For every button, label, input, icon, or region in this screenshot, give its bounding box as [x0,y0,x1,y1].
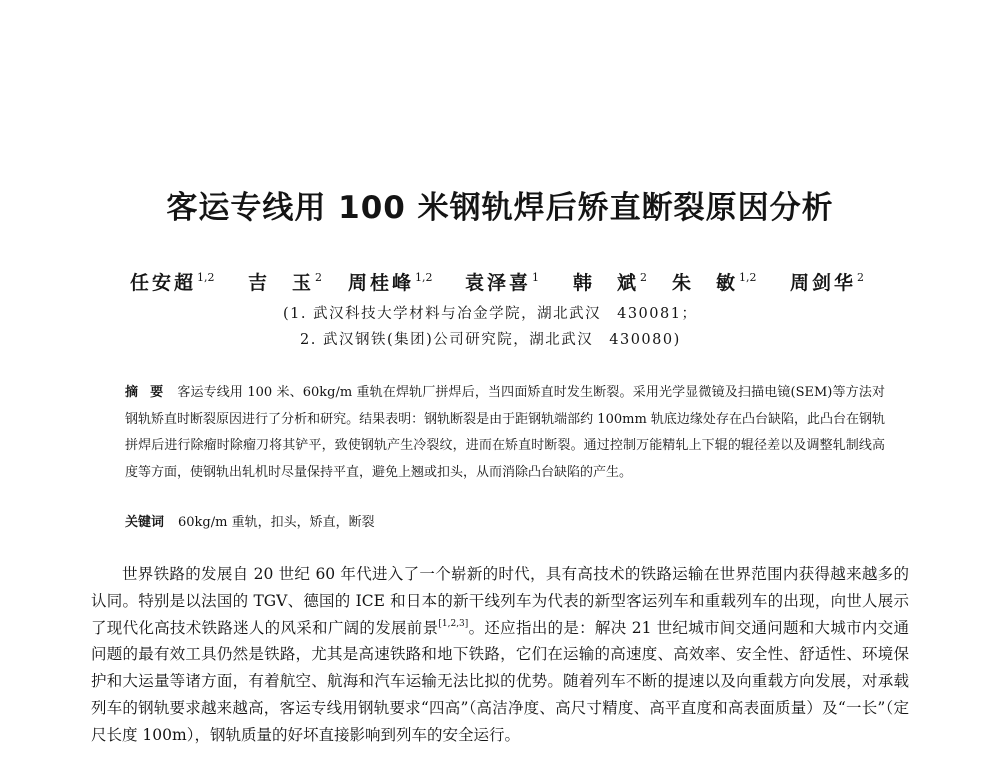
author [573,268,647,295]
abstract-label: 摘要 [125,385,176,400]
author [465,268,539,295]
author-affiliation-mark: 2 [315,271,323,284]
keywords-label: 关键词 [125,515,165,530]
author-affiliation-mark: 1,2 [739,271,757,284]
author-name: 朱 敏 [672,272,739,294]
paper-title: 客运专线用 100 米钢轨焊后矫直断裂原因分析 [166,190,834,226]
author-name: 周剑华 [790,272,857,294]
author-name: 韩 斌 [573,272,640,294]
author-name: 袁泽喜 [465,272,532,294]
body-text-part: 世界铁路的发展自 20 世纪 60 年代进入了一个崭新的时代，具有高技术的铁路运输在世界范围内获得越来越多的认同。特别是以法国的 TGV、德国的 ICE 和日本的新干线列车为代表的新型客运列车和重载列车的出现，向世人展示了现代化高技术铁路迷人的风采和广阔的发展前景 [91,565,909,637]
citation-reference: [1,2,3] [438,618,469,629]
author [348,268,433,295]
author-affiliation-mark: 1 [532,271,540,284]
author [248,268,322,295]
body-paragraph [91,561,909,749]
author-affiliation-mark: 1,2 [197,271,215,284]
body-text-part: 。还应指出的是：解决 21 世纪城市间交通问题和大城市内交通问题的最有效工具仍然是铁路，尤其是高速铁路和地下铁路，它们在运输的高速度、高效率、安全性、舒适性、环境保护和大运量等诸方面，有着航空、航海和汽车运输无法比拟的优势。随着列车不断的提速以及向重载方向发展，对承载列车的钢轨要求越来越高，客运专线用钢轨要求“四高”（高洁净度、高尺寸精度、高平直度和高表面质量）及“一长”（定尺长度 100m），钢轨质量的好坏直接影响到列车的安全运行。 [91,618,909,744]
keywords-text: 60kg/m 重轨，扣头，矫直，断裂 [178,515,375,530]
author-name: 周桂峰 [348,272,415,294]
author-affiliation-mark: 2 [640,271,648,284]
author [130,268,215,295]
affiliation-text: (1. 武汉科技大学材料与冶金学院，湖北武汉 430081； [283,306,698,322]
author [672,268,757,295]
keywords [125,510,375,536]
author [790,268,864,295]
author-name: 任安超 [130,272,197,294]
author-affiliation-mark: 1,2 [415,271,433,284]
affiliation-text: 2. 武汉钢铁(集团)公司研究院，湖北武汉 430080) [300,332,681,348]
author-list [130,268,890,298]
author-affiliation-mark: 2 [857,271,865,284]
abstract [125,380,885,486]
abstract-text: 客运专线用 100 米、60kg/m 重轨在焊轨厂拼焊后，当四面矫直时发生断裂。采用光学显微镜及扫描电镜(SEM)等方法对钢轨矫直时断裂原因进行了分析和研究。结果表明：钢轨断裂是由于距钢轨端部约 100mm 轨底边缘处存在凸台缺陷，此凸台在钢轨拼焊后进行除瘤时除瘤刀将其铲平，致使钢轨产生冷裂纹，进而在矫直时断裂。通过控制万能精轧上下辊的辊径差以及调整轧制线高度等方面，使钢轨出轧机时尽量保持平直，避免上翘或扣头，从而消除凸台缺陷的产生。 [125,385,885,480]
author-name: 吉 玉 [248,272,315,294]
